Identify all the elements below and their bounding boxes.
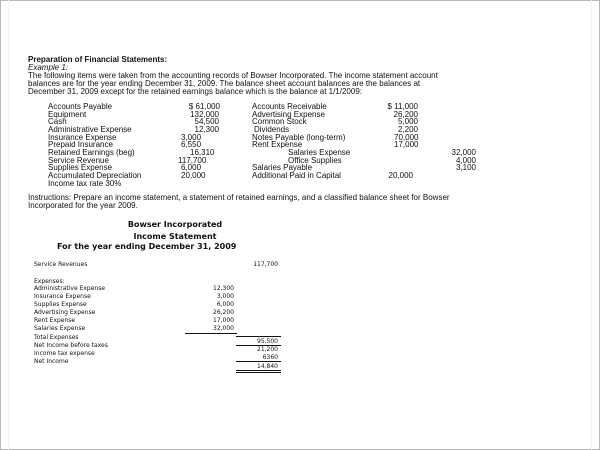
company-name: Bowser Incorporated [127,220,223,229]
account-value: 20,000 [181,171,206,180]
expense-label: Insurance Expense [34,293,91,300]
account-label: Office Supplies [288,156,342,165]
account-value: $ 11,000 [387,102,418,111]
instructions-line: Instructions: Prepare an income statement, a statement of retained earnings, and a classified balance sheet for Bowser [28,193,450,202]
expense-label: Salaries Expense [34,325,86,332]
expense-value: 6,000 [216,301,234,308]
net-rule-top [236,361,281,362]
account-label: Accounts Receivable [252,102,327,111]
expense-label: Supplies Expense [34,301,87,308]
account-label: Rent Expense [252,140,303,149]
account-label: Prepaid Insurance [48,140,113,149]
subtotal-rule [185,333,237,334]
account-value: 16,310 [190,148,215,157]
intro-line: The following items were taken from the accounting records of Bowser Incorporated. The income statement account [28,71,438,80]
account-label: Salaries Payable [252,163,313,172]
account-value: 2,200 [397,125,418,134]
account-value: 54,500 [194,117,219,126]
account-value: 20,000 [388,171,413,180]
account-label: Accounts Payable [48,102,113,111]
expense-value: 17,000 [213,317,234,324]
total-value: 95,500 [257,338,278,345]
account-label: Retained Earnings (beg) [48,148,135,157]
expense-value: 26,200 [213,309,234,316]
account-label: Salaries Expense [288,148,351,157]
account-value: 32,000 [451,148,476,157]
statement-period: For the year ending December 31, 2009 [57,242,237,251]
expense-label: Rent Expense [34,317,76,324]
account-label: Common Stock [252,117,307,126]
account-label: Insurance Expense [48,133,117,142]
expense-label: Advertising Expense [34,309,96,316]
total-value: 6360 [262,354,278,361]
account-value: 70,000 [394,133,419,142]
statement-name: Income Statement [133,232,217,241]
account-label: Equipment [48,110,87,119]
document-title: Preparation of Financial Statements: [28,55,168,64]
account-value: 12,300 [194,125,219,134]
account-value: 5,000 [397,117,418,126]
account-value: 117,700 [178,156,207,165]
account-label: Supplies Expense [48,163,113,172]
expense-value: 32,000 [213,325,234,332]
account-value: 4,000 [455,156,476,165]
total-label: Net Income [34,358,69,365]
total-label: Net Income before taxes [34,342,108,349]
expense-value: 12,300 [213,285,234,292]
expenses-heading: Expenses: [34,278,65,285]
expense-label: Administrative Expense [34,285,106,292]
example-label: Example 1: [28,63,69,72]
net-income-value: 14,840 [257,363,278,370]
account-label: Notes Payable (long-term) [252,133,346,142]
revenue-value: 117,700 [253,261,278,268]
account-value: 3,100 [455,163,476,172]
account-value: 17,000 [394,140,419,149]
revenue-label: Service Revenues [34,261,88,268]
account-value: 6,000 [181,163,202,172]
account-value: 6,550 [181,140,202,149]
intro-line: balances are for the year ending December 31, 2009. The balance sheet account balances are the balances at [28,79,421,88]
total-rule-top [236,336,281,337]
account-label: Administrative Expense [48,125,132,134]
account-label: Advertising Expense [252,110,325,119]
expense-value: 3,000 [216,293,234,300]
net-double-rule [236,370,281,373]
account-value: 3,000 [181,133,202,142]
intro-line: December 31, 2009 except for the retained earnings balance which is the balance at 1/1/2009: [28,87,362,96]
total-label: Income tax expense [34,350,95,357]
account-note: Income tax rate 30% [48,179,122,188]
instructions-line: Incorporated for the year 2009. [28,201,138,210]
account-value: 26,200 [393,110,418,119]
account-label: Service Revenue [48,156,109,165]
account-value: $ 61,000 [188,102,220,111]
total-label: Total Expenses [34,334,79,341]
account-label: Dividends [254,125,290,134]
account-label: Additional Paid in Capital [252,171,341,180]
account-label: Cash [48,117,67,126]
total-value: 21,200 [257,346,278,353]
account-label: Accumulated Depreciation [48,171,142,180]
account-value: 132,000 [190,110,219,119]
